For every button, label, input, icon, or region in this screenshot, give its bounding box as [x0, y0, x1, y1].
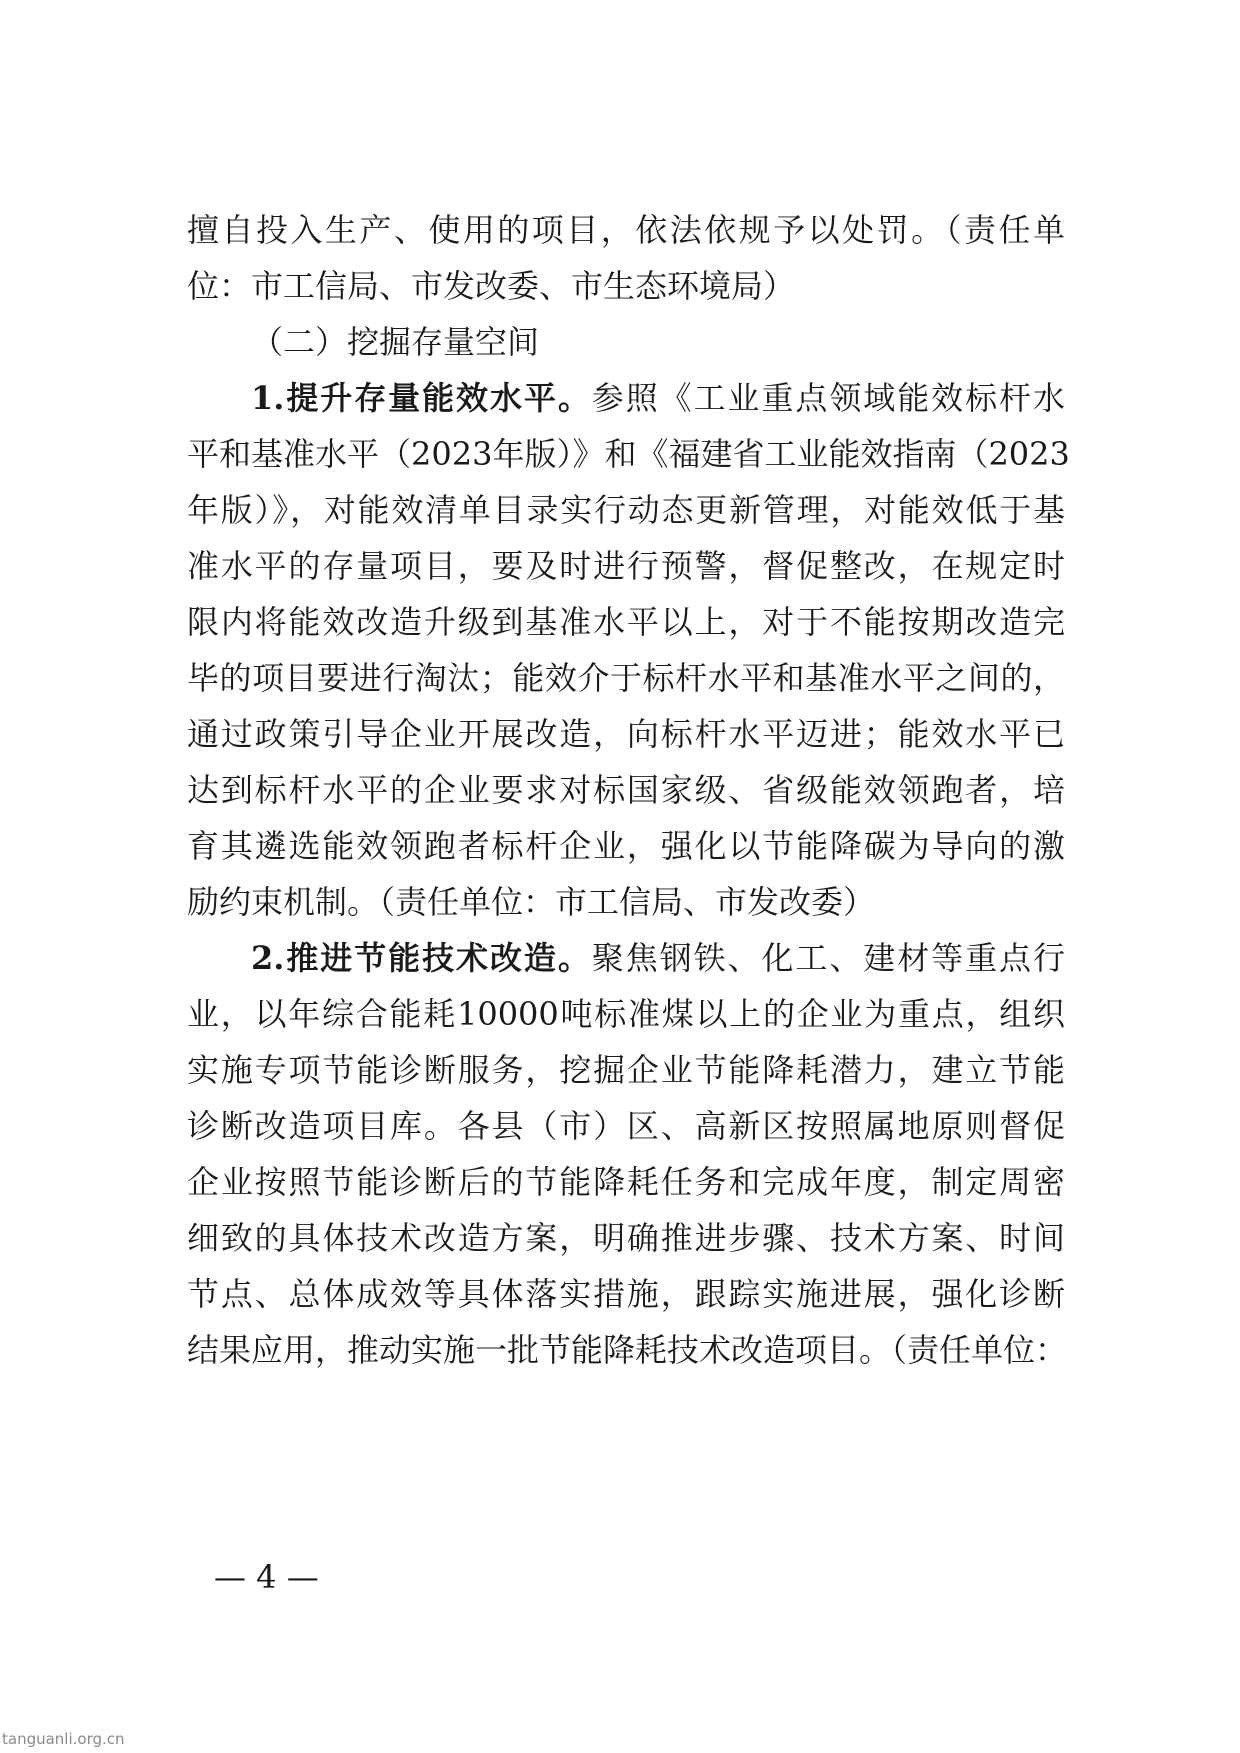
paragraph-line: 达到标杆水平的企业要求对标国家级、省级能效领跑者，培: [187, 771, 1065, 809]
paragraph-line: 业，以年综合能耗10000吨标准煤以上的企业为重点，组织: [187, 995, 1065, 1033]
paragraph-line: 育其遴选能效领跑者标杆企业，强化以节能降碳为导向的激: [187, 827, 1065, 865]
paragraph-line: 平和基准水平（2023年版）》和《福建省工业能效指南（2023: [187, 435, 1070, 473]
paragraph-line: [251, 934, 1065, 982]
paragraph-line: 擅自投入生产、使用的项目，依法依规予以处罚。（责任单: [187, 211, 1065, 249]
paragraph-line: 诊断改造项目库。各县（市）区、高新区按照属地原则督促: [187, 1107, 1065, 1145]
paragraph-line: 位：市工信局、市发改委、市生态环境局）: [187, 267, 796, 305]
paragraph-line: 企业按照节能诊断后的节能降耗任务和完成年度，制定周密: [187, 1163, 1065, 1201]
item-heading-2: 2.推进节能技术改造。: [251, 939, 592, 977]
paragraph-text: 参照《工业重点领域能效标杆水: [591, 379, 1065, 417]
paragraph-line: 准水平的存量项目，要及时进行预警，督促整改，在规定时: [187, 547, 1065, 585]
paragraph-line: 励约束机制。（责任单位：市工信局、市发改委）: [187, 883, 876, 921]
paragraph-line: 通过政策引导企业开展改造，向标杆水平迈进；能效水平已: [187, 715, 1065, 753]
page-number: — 4 —: [214, 1558, 319, 1596]
paragraph-line: 实施专项节能诊断服务，挖掘企业节能降耗潜力，建立节能: [187, 1051, 1065, 1089]
paragraph-line: [251, 374, 1065, 422]
paragraph-line: 结果应用，推动实施一批节能降耗技术改造项目。（责任单位：: [187, 1331, 1068, 1369]
paragraph-line: 限内将能效改造升级到基准水平以上，对于不能按期改造完: [187, 603, 1065, 641]
paragraph-line: 细致的具体技术改造方案，明确推进步骤、技术方案、时间: [187, 1219, 1065, 1257]
paragraph-text: 聚焦钢铁、化工、建材等重点行: [591, 939, 1065, 977]
watermark: tanguanli.org.cn: [2, 1730, 125, 1748]
section-heading: （二）挖掘存量空间: [251, 323, 540, 361]
paragraph-line: 节点、总体成效等具体落实措施，跟踪实施进展，强化诊断: [187, 1275, 1065, 1313]
paragraph-line: 年版）》，对能效清单目录实行动态更新管理，对能效低于基: [187, 491, 1065, 529]
item-heading-1: 1.提升存量能效水平。: [251, 379, 592, 417]
paragraph-line: 毕的项目要进行淘汰；能效介于标杆水平和基准水平之间的，: [187, 659, 1065, 697]
